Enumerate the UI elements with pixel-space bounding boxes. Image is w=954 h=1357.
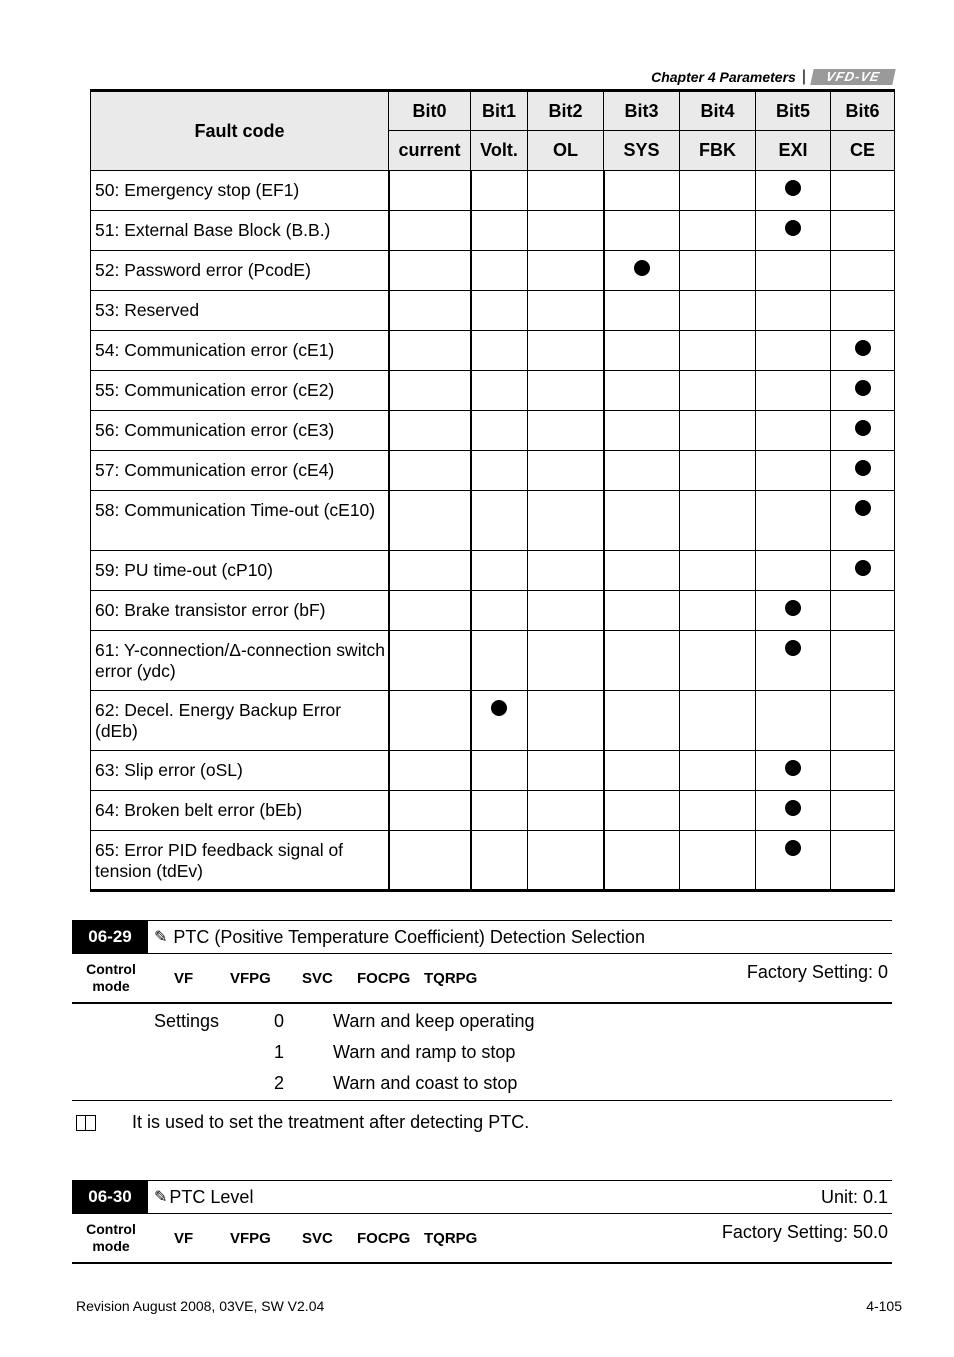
bit-cell — [471, 491, 528, 551]
control-modes — [150, 970, 484, 987]
bit-cell — [756, 171, 831, 211]
note-text: It is used to set the treatment after detecting PTC. — [132, 1112, 530, 1132]
bit-cell — [528, 251, 604, 291]
bullet-dot-icon — [785, 600, 801, 616]
bit-cell — [471, 331, 528, 371]
bit-cell — [471, 551, 528, 591]
bit-cell — [604, 691, 680, 751]
control-label-line1: Control — [86, 1221, 136, 1237]
vfd-ve-logo: VFD-VE — [810, 69, 895, 85]
bit-cell — [831, 831, 895, 891]
bit-cell — [680, 631, 756, 691]
bit-cell — [756, 831, 831, 891]
bit-cell — [471, 451, 528, 491]
bit-cell — [528, 791, 604, 831]
setting-desc: Warn and coast to stop — [333, 1073, 518, 1093]
mode-focpg: FOCPG — [357, 969, 411, 987]
bit-cell — [831, 751, 895, 791]
setting-row — [72, 1066, 892, 1100]
fault-name: 60: Brake transistor error (bF) — [91, 591, 389, 631]
bullet-dot-icon — [855, 460, 871, 476]
bit-cell — [604, 631, 680, 691]
page-number: 4-105 — [866, 1298, 902, 1314]
bit-cell — [756, 491, 831, 551]
bit-cell — [604, 291, 680, 331]
bit-cell — [471, 251, 528, 291]
bit-cell — [831, 591, 895, 631]
fault-name: 58: Communication Time-out (cE10) — [91, 491, 389, 551]
table-row — [91, 551, 895, 591]
bit-cell — [680, 211, 756, 251]
control-label-line1: Control — [86, 961, 136, 977]
bit-cell — [756, 791, 831, 831]
bit-cell — [756, 291, 831, 331]
bit-cell — [680, 371, 756, 411]
bit-cell — [604, 451, 680, 491]
fault-name: 50: Emergency stop (EF1) — [91, 171, 389, 211]
bit-cell — [528, 691, 604, 751]
setting-value: 0 — [274, 1011, 285, 1031]
bit-cell — [528, 491, 604, 551]
bullet-dot-icon — [785, 760, 801, 776]
table-row — [91, 751, 895, 791]
bit-cell — [528, 331, 604, 371]
bullet-dot-icon — [634, 260, 650, 276]
bit-cell — [389, 411, 471, 451]
bullet-dot-icon — [855, 340, 871, 356]
fault-name: 56: Communication error (cE3) — [91, 411, 389, 451]
bit-cell — [604, 791, 680, 831]
param-unit: Unit: 0.1 — [820, 1186, 888, 1207]
bit-cell — [389, 451, 471, 491]
mode-vfpg: VFPG — [230, 1229, 271, 1247]
setting-value: 1 — [274, 1042, 285, 1062]
bit-cell — [471, 171, 528, 211]
bit-name-header: FBK — [680, 131, 756, 171]
bit-header: Bit5 — [756, 91, 831, 131]
revision-text: Revision August 2008, 03VE, SW V2.04 — [76, 1298, 325, 1314]
fault-name: 55: Communication error (cE2) — [91, 371, 389, 411]
bit-cell — [604, 371, 680, 411]
bit-cell — [756, 551, 831, 591]
bullet-dot-icon — [785, 640, 801, 656]
bit-cell — [604, 171, 680, 211]
bit-cell — [680, 491, 756, 551]
bit-cell — [831, 411, 895, 451]
param-title — [154, 1187, 253, 1208]
bit-cell — [831, 551, 895, 591]
bit-header: Bit2 — [528, 91, 604, 131]
bit-cell — [680, 751, 756, 791]
bit-header: Bit3 — [604, 91, 680, 131]
table-row — [91, 371, 895, 411]
bit-cell — [604, 591, 680, 631]
bit-cell — [389, 831, 471, 891]
bit-header: Bit6 — [831, 91, 895, 131]
bit-cell — [604, 331, 680, 371]
bit-cell — [680, 451, 756, 491]
bit-cell — [831, 331, 895, 371]
bit-cell — [756, 331, 831, 371]
table-row — [91, 291, 895, 331]
bit-cell — [756, 591, 831, 631]
mode-tqrpg: TQRPG — [424, 1229, 478, 1247]
bit-cell — [756, 451, 831, 491]
bit-name-header: current — [389, 131, 471, 171]
bullet-dot-icon — [785, 220, 801, 236]
bit-cell — [389, 491, 471, 551]
bit-cell — [471, 591, 528, 631]
bit-name-header: CE — [831, 131, 895, 171]
bit-cell — [471, 411, 528, 451]
header-separator: | — [801, 68, 806, 85]
table-row — [91, 331, 895, 371]
bit-name-header: OL — [528, 131, 604, 171]
fault-name: 59: PU time-out (cP10) — [91, 551, 389, 591]
bit-cell — [831, 211, 895, 251]
bit-cell — [389, 371, 471, 411]
fault-name: 61: Y-connection/Δ-connection switch error (ydc) — [91, 631, 389, 691]
table-row — [91, 451, 895, 491]
control-mode-row — [72, 954, 892, 1004]
chapter-title: Chapter 4 Parameters — [651, 69, 796, 85]
bit-cell — [680, 551, 756, 591]
bit-cell — [831, 631, 895, 691]
control-mode-label — [72, 1221, 150, 1255]
bit-cell — [756, 251, 831, 291]
bit-cell — [756, 751, 831, 791]
bit-cell — [471, 691, 528, 751]
fault-code-header: Fault code — [91, 91, 389, 171]
factory-setting: Factory Setting: 50.0 — [721, 1222, 888, 1242]
page-footer — [76, 1298, 902, 1314]
control-label-line2: mode — [92, 978, 130, 994]
book-icon — [76, 1115, 96, 1131]
bit-cell — [471, 791, 528, 831]
bit-cell — [389, 591, 471, 631]
bit-cell — [528, 171, 604, 211]
bit-cell — [831, 791, 895, 831]
mode-vf: VF — [174, 969, 194, 987]
bit-cell — [831, 691, 895, 751]
bullet-dot-icon — [855, 380, 871, 396]
bit-cell — [471, 291, 528, 331]
mode-focpg: FOCPG — [357, 1229, 411, 1247]
bit-cell — [528, 411, 604, 451]
fault-name: 57: Communication error (cE4) — [91, 451, 389, 491]
fault-name: 63: Slip error (oSL) — [91, 751, 389, 791]
control-label-line2: mode — [92, 1238, 130, 1254]
factory-setting: Factory Setting: 0 — [746, 962, 888, 982]
fault-name: 64: Broken belt error (bEb) — [91, 791, 389, 831]
bit-cell — [831, 291, 895, 331]
table-row — [91, 491, 895, 551]
mode-vfpg: VFPG — [230, 969, 271, 987]
param-title-text: PTC Level — [169, 1186, 254, 1207]
setting-row — [72, 1035, 892, 1066]
param-code: 06-29 — [72, 920, 148, 954]
bit-cell — [604, 491, 680, 551]
fault-name: 65: Error PID feedback signal of tension (tdEv) — [91, 831, 389, 891]
pencil-icon: ✎ — [154, 1189, 168, 1206]
settings-label: Settings — [154, 1011, 220, 1031]
bit-cell — [389, 691, 471, 751]
fault-code-table — [90, 89, 895, 892]
bit-cell — [471, 751, 528, 791]
bit-cell — [389, 251, 471, 291]
control-mode-label — [72, 961, 150, 995]
bit-cell — [604, 551, 680, 591]
bit-cell — [680, 251, 756, 291]
param-title-text: PTC (Positive Temperature Coefficient) Detection Selection — [173, 926, 645, 947]
fault-name: 53: Reserved — [91, 291, 389, 331]
bit-cell — [680, 331, 756, 371]
table-row — [91, 211, 895, 251]
bit-cell — [680, 691, 756, 751]
bit-name-header: EXI — [756, 131, 831, 171]
mode-svc: SVC — [302, 969, 333, 987]
bit-cell — [680, 291, 756, 331]
bit-cell — [528, 831, 604, 891]
bit-cell — [528, 631, 604, 691]
bit-cell — [756, 211, 831, 251]
bit-cell — [680, 411, 756, 451]
bit-cell — [389, 331, 471, 371]
param-06-30 — [72, 1180, 892, 1264]
bit-cell — [528, 551, 604, 591]
bullet-dot-icon — [855, 500, 871, 516]
bit-cell — [389, 791, 471, 831]
bit-cell — [831, 251, 895, 291]
bit-header: Bit1 — [471, 91, 528, 131]
page-header — [651, 66, 894, 88]
bit-cell — [831, 491, 895, 551]
bit-cell — [528, 591, 604, 631]
bullet-dot-icon — [855, 420, 871, 436]
setting-value: 2 — [274, 1073, 285, 1093]
bit-cell — [604, 251, 680, 291]
bit-cell — [680, 171, 756, 211]
setting-row — [72, 1004, 892, 1035]
param-code: 06-30 — [72, 1180, 148, 1214]
bit-cell — [528, 371, 604, 411]
param-note — [76, 1112, 529, 1133]
bit-name-header: Volt. — [471, 131, 528, 171]
bit-cell — [756, 691, 831, 751]
mode-svc: SVC — [302, 1229, 333, 1247]
bit-cell — [680, 831, 756, 891]
bit-name-header: SYS — [604, 131, 680, 171]
table-row — [91, 171, 895, 211]
settings-block — [72, 1004, 892, 1101]
control-modes — [150, 1230, 484, 1247]
bullet-dot-icon — [855, 560, 871, 576]
bullet-dot-icon — [785, 180, 801, 196]
param-06-29 — [72, 920, 892, 1101]
bit-cell — [389, 631, 471, 691]
table-row — [91, 831, 895, 891]
table-row — [91, 591, 895, 631]
mode-vf: VF — [174, 1229, 194, 1247]
bit-cell — [604, 411, 680, 451]
param-title-bar — [72, 1180, 892, 1214]
control-mode-row — [72, 1214, 892, 1264]
bit-cell — [471, 631, 528, 691]
bit-cell — [680, 591, 756, 631]
fault-name: 54: Communication error (cE1) — [91, 331, 389, 371]
bit-cell — [604, 751, 680, 791]
bit-header: Bit4 — [680, 91, 756, 131]
pencil-icon: ✎ — [154, 929, 168, 946]
bit-cell — [471, 371, 528, 411]
table-row — [91, 691, 895, 751]
bit-cell — [528, 211, 604, 251]
bit-cell — [528, 291, 604, 331]
setting-desc: Warn and ramp to stop — [333, 1042, 516, 1062]
param-title — [154, 927, 645, 948]
mode-tqrpg: TQRPG — [424, 969, 478, 987]
fault-name: 52: Password error (PcodE) — [91, 251, 389, 291]
bit-cell — [756, 411, 831, 451]
bullet-dot-icon — [785, 800, 801, 816]
bit-cell — [680, 791, 756, 831]
bit-cell — [389, 751, 471, 791]
bit-cell — [528, 751, 604, 791]
bit-header: Bit0 — [389, 91, 471, 131]
bit-cell — [528, 451, 604, 491]
table-row — [91, 411, 895, 451]
setting-desc: Warn and keep operating — [333, 1011, 535, 1031]
table-row — [91, 631, 895, 691]
bit-cell — [389, 551, 471, 591]
bit-cell — [831, 451, 895, 491]
bit-cell — [756, 371, 831, 411]
bit-cell — [604, 831, 680, 891]
bit-cell — [471, 211, 528, 251]
bullet-dot-icon — [785, 840, 801, 856]
bit-cell — [389, 291, 471, 331]
bit-cell — [389, 171, 471, 211]
bit-cell — [471, 831, 528, 891]
table-row — [91, 791, 895, 831]
bit-cell — [831, 371, 895, 411]
bullet-dot-icon — [491, 700, 507, 716]
table-row — [91, 251, 895, 291]
bit-cell — [756, 631, 831, 691]
bit-cell — [604, 211, 680, 251]
fault-name: 62: Decel. Energy Backup Error (dEb) — [91, 691, 389, 751]
param-title-bar — [72, 920, 892, 954]
fault-name: 51: External Base Block (B.B.) — [91, 211, 389, 251]
bit-cell — [389, 211, 471, 251]
bit-cell — [831, 171, 895, 211]
